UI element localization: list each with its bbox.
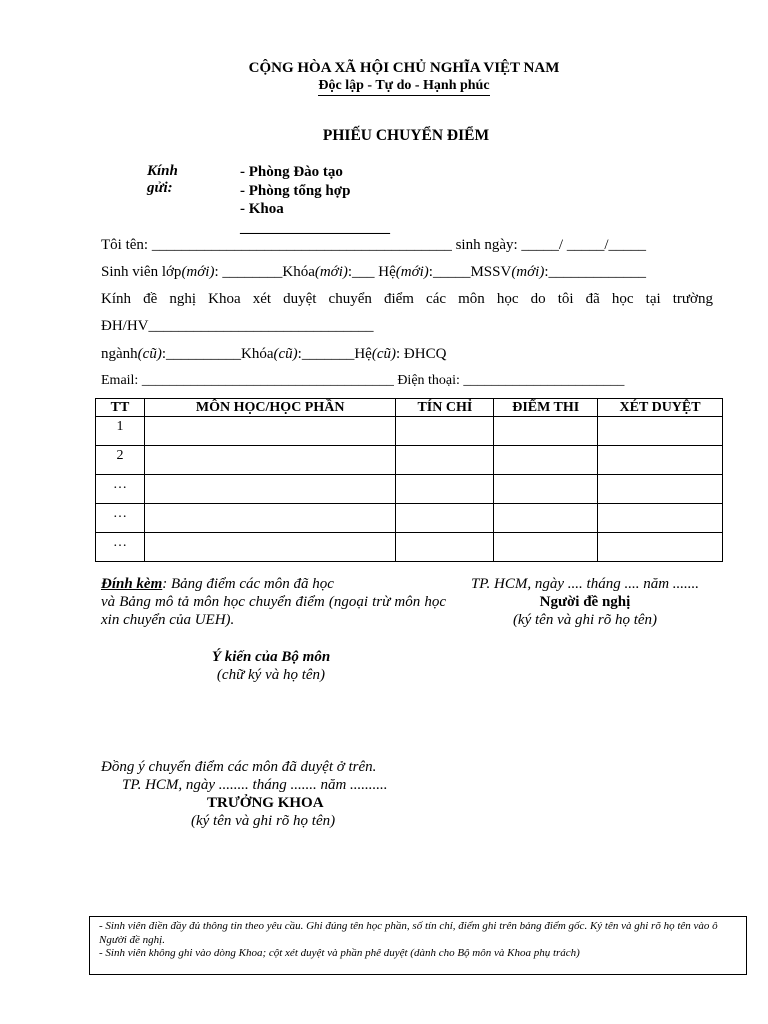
new-class-info-field[interactable] — [101, 264, 646, 281]
instruction-line: - Sinh viên không ghi vào dòng Khoa; cột xét duyệt và phần phê duyệt (dành cho Bộ môn và Khoa phụ trách) — [99, 947, 580, 959]
approval-cell — [598, 475, 723, 504]
col-header-subject: MÔN HỌC/HỌC PHẦN — [144, 399, 396, 417]
mssv-blank[interactable]: :_____________ — [544, 264, 646, 280]
recipient-item: - Phòng Đào tạo — [240, 164, 343, 180]
score-cell[interactable] — [494, 446, 598, 475]
row-number: … — [96, 533, 145, 562]
form-title: PHIẾU CHUYỂN ĐIỂM — [322, 127, 490, 144]
he-label: Hệ — [378, 264, 396, 280]
applicant-signature-block — [446, 575, 724, 629]
row-number: … — [96, 504, 145, 533]
he-blank[interactable]: :_____ — [428, 264, 471, 280]
col-header-approval: XÉT DUYỆT — [598, 399, 723, 417]
old-school-field[interactable]: ĐH/HV______________________________ — [101, 318, 374, 334]
major-label: ngành — [101, 346, 138, 362]
mssv-label: MSSV — [470, 264, 512, 280]
dean-approval-text: Đồng ý chuyển điểm các môn đã duyệt ở trên. — [101, 759, 377, 775]
new-tag: (mới) — [395, 264, 429, 280]
old-course-blank[interactable]: :_______ — [297, 346, 355, 362]
attachment-note — [101, 575, 446, 629]
old-program-field[interactable] — [101, 346, 446, 363]
document-header — [0, 60, 768, 96]
nation-title: CỘNG HÒA XÃ HỘI CHỦ NGHĨA VIỆT NAM — [248, 60, 560, 76]
credits-cell[interactable] — [396, 446, 494, 475]
instructions-box — [89, 916, 747, 975]
old-he-label: Hệ — [354, 346, 372, 362]
new-tag: (mới) — [181, 264, 215, 280]
department-note: (chữ ký và họ tên) — [216, 667, 326, 683]
dean-note: (ký tên và ghi rõ họ tên) — [191, 813, 336, 829]
row-number: 1 — [96, 417, 145, 446]
class-label: Sinh viên lớp — [101, 264, 182, 280]
recipient-item: - Phòng tổng hợp — [240, 182, 351, 199]
name-birthdate-field[interactable]: Tôi tên: ________________________________________ sinh ngày: _____/ _____/_____ — [101, 237, 646, 253]
signature-note: (ký tên và ghi rõ họ tên) — [512, 612, 658, 628]
new-tag: (mới) — [314, 264, 348, 280]
attachment-text: và Bảng mô tả môn học chuyển điểm (ngoại trừ môn học xin chuyển của UEH). — [101, 594, 446, 628]
grades-table — [95, 398, 723, 562]
row-number: 2 — [96, 446, 145, 475]
old-he-value: : ĐHCQ — [395, 346, 447, 362]
approval-cell — [598, 417, 723, 446]
class-blank[interactable]: : ________ — [214, 264, 283, 280]
signature-date: TP. HCM, ngày .... tháng .... năm ....... — [470, 576, 700, 592]
subject-cell[interactable] — [144, 504, 396, 533]
dean-role: TRƯỞNG KHOA — [207, 795, 324, 811]
course-label: Khóa — [282, 264, 315, 280]
subject-cell[interactable] — [144, 417, 396, 446]
table-row — [96, 533, 723, 562]
subject-cell[interactable] — [144, 533, 396, 562]
table-row — [96, 504, 723, 533]
contact-field[interactable]: Email: ____________________________________ Điện thoại: _______________________ — [101, 373, 625, 388]
subject-cell[interactable] — [144, 446, 396, 475]
score-cell[interactable] — [494, 475, 598, 504]
table-header-row — [96, 399, 723, 417]
old-tag: (cũ) — [371, 346, 396, 362]
row-number: … — [96, 475, 145, 504]
credits-cell[interactable] — [396, 504, 494, 533]
approval-cell — [598, 446, 723, 475]
attachment-text: : Bảng điểm các môn đã học — [162, 576, 334, 592]
recipients-list — [240, 163, 390, 237]
col-header-score: ĐIỂM THI — [494, 399, 598, 417]
signature-role: Người đề nghị — [539, 594, 631, 610]
score-cell[interactable] — [494, 504, 598, 533]
department-opinion-block — [171, 648, 371, 684]
motto: Độc lập - Tự do - Hạnh phúc — [318, 78, 489, 96]
approval-cell — [598, 533, 723, 562]
dean-approval-block — [101, 758, 461, 830]
request-paragraph: Kính đề nghị Khoa xét duyệt chuyển điểm các môn học do tôi đã học tại trường — [101, 291, 713, 307]
department-title: Ý kiến của Bộ môn — [211, 649, 331, 665]
recipients-label: Kính gửi: — [147, 163, 178, 196]
score-cell[interactable] — [494, 533, 598, 562]
major-blank[interactable]: :__________ — [161, 346, 241, 362]
table-row — [96, 446, 723, 475]
old-tag: (cũ) — [137, 346, 162, 362]
old-tag: (cũ) — [273, 346, 298, 362]
recipient-item: - Khoa ____________________ — [240, 201, 390, 236]
score-cell[interactable] — [494, 417, 598, 446]
course-blank[interactable]: :___ — [347, 264, 379, 280]
subject-cell[interactable] — [144, 475, 396, 504]
attachment-label: Đính kèm — [101, 576, 163, 592]
credits-cell[interactable] — [396, 533, 494, 562]
table-row — [96, 417, 723, 446]
approval-cell — [598, 504, 723, 533]
col-header-credits: TÍN CHỈ — [396, 399, 494, 417]
dean-date: TP. HCM, ngày ........ tháng ....... năm .......... — [122, 777, 388, 793]
credits-cell[interactable] — [396, 417, 494, 446]
credits-cell[interactable] — [396, 475, 494, 504]
col-header-tt: TT — [96, 399, 145, 417]
instruction-line: - Sinh viên điền đầy đủ thông tin theo yêu cầu. Ghi đúng tên học phần, số tín chỉ, điểm ghi trên bảng điểm gốc. Ký tên và ghi rõ họ tên vào ô Người đề nghị. — [99, 920, 718, 946]
table-row — [96, 475, 723, 504]
old-course-label: Khóa — [241, 346, 274, 362]
new-tag: (mới) — [511, 264, 545, 280]
